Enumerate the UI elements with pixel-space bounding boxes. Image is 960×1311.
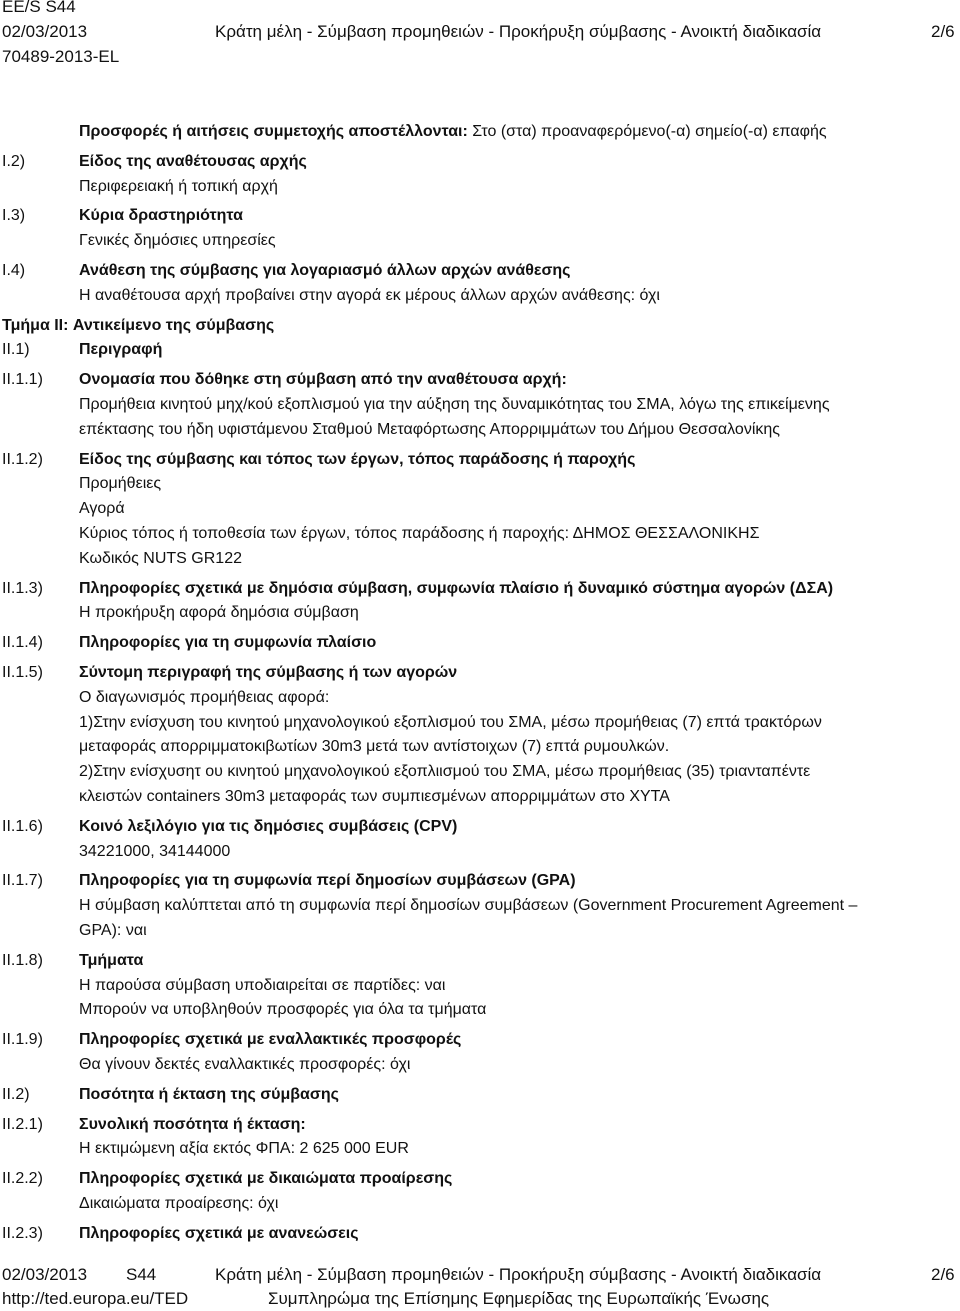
section-text-line: 1)Στην ενίσχυση του κινητού μηχανολογικού εξοπλισμού του ΣΜΑ, μέσω προμήθειας (7) επτά τρακτόρων bbox=[79, 713, 822, 731]
section-number: II.1.6) bbox=[2, 817, 43, 835]
section-number: II.1.5) bbox=[2, 664, 43, 681]
header-date: 02/03/2013 bbox=[2, 22, 88, 41]
section-number: II.1.8) bbox=[2, 951, 43, 969]
section-text-line: Η παρούσα σύμβαση υποδιαιρείται σε παρτίδες: ναι bbox=[79, 976, 446, 994]
section-heading: Περιγραφή bbox=[79, 341, 163, 359]
section-heading: Ονομασία που δόθηκε στη σύμβαση από την αναθέτουσα αρχή: bbox=[79, 371, 567, 389]
section-text-line: Μπορούν να υποβληθούν προσφορές για όλα τα τμήματα bbox=[79, 1001, 487, 1019]
section-number: II.2.1) bbox=[2, 1115, 43, 1133]
section-heading: Είδος της σύμβασης και τόπος των έργων, τόπος παράδοσης ή παροχής bbox=[79, 450, 636, 468]
section-number: II.1) bbox=[2, 341, 30, 359]
section-heading: Κύρια δραστηριότητα bbox=[79, 207, 243, 225]
section-text-line: GPA): ναι bbox=[79, 921, 147, 939]
section-heading: Πληροφορίες σχετικά με δικαιώματα προαίρεσης bbox=[79, 1170, 453, 1188]
section-number: II.2.3) bbox=[2, 1224, 43, 1242]
section-heading: Πληροφορίες σχετικά με δημόσια σύμβαση, συμφωνία πλαίσιο ή δυναμικό σύστημα αγορών (ΔΣΑ) bbox=[79, 579, 834, 597]
section-text-line: κλειστών containers 30m3 μεταφοράς των συμπιεσμένων απορριμμάτων στο ΧΥΤΑ bbox=[79, 788, 670, 805]
section-text-line: Κύριος τόπος ή τοποθεσία των έργων, τόπος παράδοσης ή παροχής: ΔΗΜΟΣ ΘΕΣΣΑΛΟΝΙΚΗΣ bbox=[79, 524, 760, 542]
section-number: I.2) bbox=[2, 152, 26, 170]
submission-label: Προσφορές ή αιτήσεις συμμετοχής αποστέλλονται: bbox=[79, 123, 468, 140]
section-text-line: Κωδικός NUTS GR122 bbox=[79, 549, 242, 567]
section-heading: Πληροφορίες για τη συμφωνία περί δημοσίων συμβάσεων (GPA) bbox=[79, 872, 576, 890]
footer-series: S44 bbox=[126, 1265, 157, 1284]
section-number: I.4) bbox=[2, 262, 26, 279]
section-heading: Πληροφορίες σχετικά με ανανεώσεις bbox=[79, 1224, 359, 1242]
header-title: Κράτη μέλη - Σύμβαση προμηθειών - Προκήρυξη σύμβασης - Ανοικτή διαδικασία bbox=[215, 22, 822, 41]
section-text-line: 2)Στην ενίσχυσητ ου κινητού μηχανολογικού εξοπλιισμού του ΣΜΑ, μέσω προμήθειας (35) τριανταπέντε bbox=[79, 763, 811, 781]
notice-id: 70489-2013-EL bbox=[2, 47, 120, 66]
section-heading: Τμήματα bbox=[79, 951, 144, 969]
section-text-line: Γενικές δημόσιες υπηρεσίες bbox=[79, 232, 276, 250]
section-number: II.1.2) bbox=[2, 450, 43, 468]
submission-line bbox=[79, 120, 949, 145]
section-text-line: 34221000, 34144000 bbox=[79, 842, 231, 860]
section-text-line: Περιφερειακή ή τοπική αρχή bbox=[79, 177, 278, 195]
submission-value: Στο (στα) προαναφερόμενο(-α) σημείο(-α) επαφής bbox=[467, 123, 827, 140]
section-number: II.1.4) bbox=[2, 634, 43, 652]
section-heading: Ποσότητα ή έκταση της σύμβασης bbox=[79, 1085, 339, 1103]
section-text-line: Προμήθεια κινητού μηχ/κού εξοπλισμού για την αύξηση της δυναμικότητας του ΣΜΑ, λόγω της επικείμενης bbox=[79, 395, 830, 413]
section-heading: Κοινό λεξιλόγιο για τις δημόσιες συμβάσεις (CPV) bbox=[79, 817, 458, 835]
header-page-number: 2/6 bbox=[931, 22, 955, 41]
journal-code: EE/S S44 bbox=[2, 0, 76, 16]
footer-url[interactable]: http://ted.europa.eu/TED bbox=[2, 1289, 189, 1308]
section-text-line: Ο διαγωνισμός προμήθειας αφορά: bbox=[79, 688, 330, 706]
section-text-line: μεταφοράς απορριμματοκιβωτίων 30m3 μετά των αντίστοιχων (7) επτά ρυμουλκών. bbox=[79, 738, 670, 756]
section-number: II.1.1) bbox=[2, 371, 43, 389]
footer-page-number: 2/6 bbox=[931, 1265, 955, 1284]
section-number: II.1.7) bbox=[2, 872, 43, 890]
section-text-line: Αγορά bbox=[79, 500, 125, 518]
section-text-line: Η εκτιμώμενη αξία εκτός ΦΠΑ: 2 625 000 EUR bbox=[79, 1140, 409, 1158]
section-number: I.3) bbox=[2, 207, 26, 225]
section-text-line: επέκτασης του ήδη υφιστάμενου Σταθμού Μεταφόρτωσης Απορριμμάτων του Δήμου Θεσσαλονίκης bbox=[79, 420, 780, 438]
section-text-line: Η προκήρυξη αφορά δημόσια σύμβαση bbox=[79, 604, 359, 622]
section-text-line: Θα γίνουν δεκτές εναλλακτικές προσφορές: όχι bbox=[79, 1055, 411, 1073]
part-title: Τμήμα II: Αντικείμενο της σύμβασης bbox=[2, 316, 275, 334]
section-heading: Πληροφορίες για τη συμφωνία πλαίσιο bbox=[79, 634, 377, 652]
section-text-line: Η αναθέτουσα αρχή προβαίνει στην αγορά εκ μέρους άλλων αρχών ανάθεσης: όχι bbox=[79, 286, 660, 304]
section-text-line: Η σύμβαση καλύπτεται από τη συμφωνία περί δημοσίων συμβάσεων (Government Procurement Agreement – bbox=[79, 897, 858, 915]
section-number: II.1.9) bbox=[2, 1031, 43, 1049]
section-text-line: Προμήθειες bbox=[79, 475, 162, 493]
section-number: II.1.3) bbox=[2, 579, 43, 597]
footer-supplement: Συμπληρώμα της Επίσημης Εφημερίδας της Ευρωπαϊκής Ένωσης bbox=[268, 1289, 770, 1308]
section-heading: Ανάθεση της σύμβασης για λογαριασμό άλλων αρχών ανάθεσης bbox=[79, 262, 571, 279]
section-heading: Συνολική ποσότητα ή έκταση: bbox=[79, 1115, 306, 1133]
section-text-line: Δικαιώματα προαίρεσης: όχι bbox=[79, 1194, 279, 1212]
footer-title: Κράτη μέλη - Σύμβαση προμηθειών - Προκήρυξη σύμβασης - Ανοικτή διαδικασία bbox=[215, 1265, 822, 1284]
section-number: II.2.2) bbox=[2, 1170, 43, 1188]
section-number: II.2) bbox=[2, 1085, 30, 1103]
section-heading: Είδος της αναθέτουσας αρχής bbox=[79, 152, 307, 170]
section-heading: Σύντομη περιγραφή της σύμβασης ή των αγορών bbox=[79, 664, 458, 681]
section-heading: Πληροφορίες σχετικά με εναλλακτικές προσφορές bbox=[79, 1031, 462, 1049]
footer-date: 02/03/2013 bbox=[2, 1265, 88, 1284]
